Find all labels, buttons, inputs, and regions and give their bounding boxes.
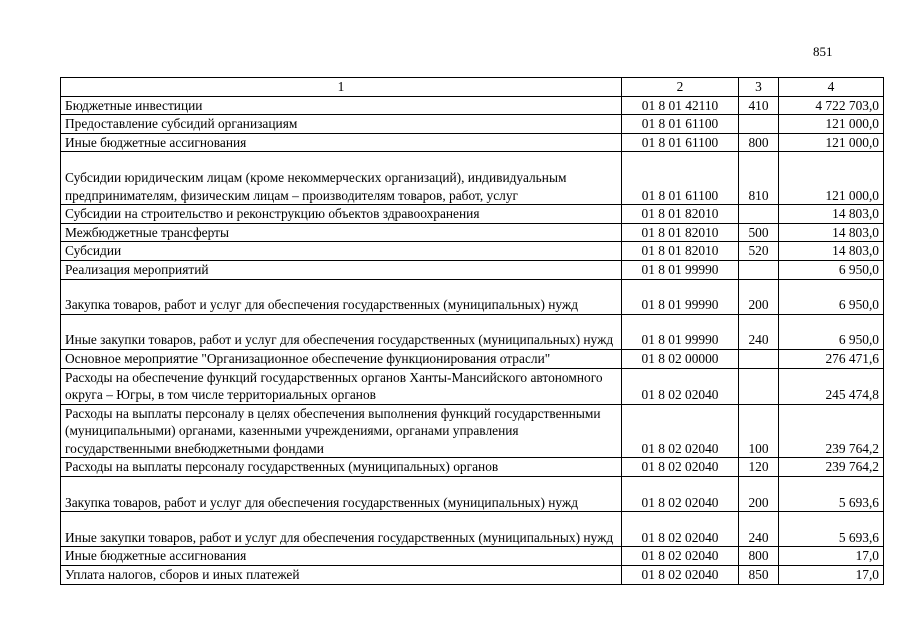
row-name-cell: Закупка товаров, работ и услуг для обеспечения государственных (муниципальных) нужд [61,477,622,512]
column-header-code: 2 [622,78,739,97]
table-row [61,115,884,134]
row-name-cell: Расходы на выплаты персоналу в целях обеспечения выполнения функций государственными (муниципальными) органами, казенными учреждениями, органами управления государственными внебюджетными фондами [61,404,622,458]
row-code-cell: 01 8 02 02040 [622,547,739,566]
row-name-cell: Межбюджетные трансферты [61,223,622,242]
row-amount-cell: 121 000,0 [779,115,884,134]
row-name-cell: Расходы на обеспечение функций государственных органов Ханты-Мансийского автономного округа – Югры, в том числе территориальных органов [61,368,622,404]
row-amount-cell: 239 764,2 [779,404,884,458]
table-row [61,477,884,512]
row-type-cell: 100 [739,404,779,458]
row-amount-cell: 14 803,0 [779,242,884,261]
row-type-cell: 850 [739,566,779,585]
row-name-cell: Иные бюджетные ассигнования [61,547,622,566]
row-amount-cell: 5 693,6 [779,512,884,547]
row-amount-cell: 4 722 703,0 [779,96,884,115]
row-type-cell: 410 [739,96,779,115]
table-row [61,96,884,115]
row-type-cell: 810 [739,152,779,205]
row-code-cell: 01 8 02 02040 [622,512,739,547]
row-code-cell: 01 8 01 99990 [622,314,739,349]
table-row [61,404,884,458]
table-row [61,242,884,261]
row-type-cell [739,115,779,134]
row-code-cell: 01 8 01 99990 [622,260,739,279]
row-amount-cell: 276 471,6 [779,349,884,368]
row-type-cell: 520 [739,242,779,261]
table-row [61,279,884,314]
row-code-cell: 01 8 02 00000 [622,349,739,368]
row-type-cell: 240 [739,512,779,547]
table-row [61,260,884,279]
row-amount-cell: 14 803,0 [779,223,884,242]
row-name-cell: Иные закупки товаров, работ и услуг для обеспечения государственных (муниципальных) нужд [61,314,622,349]
row-name-cell: Предоставление субсидий организациям [61,115,622,134]
row-name-cell: Субсидии юридическим лицам (кроме некоммерческих организаций), индивидуальным предпринимателям, физическим лицам – производителям товаров, работ, услуг [61,152,622,205]
table-row [61,314,884,349]
row-type-cell: 500 [739,223,779,242]
row-name-cell: Иные бюджетные ассигнования [61,133,622,152]
row-name-cell: Субсидии [61,242,622,261]
column-header-name: 1 [61,78,622,97]
budget-table [60,77,884,585]
row-name-cell: Субсидии на строительство и реконструкцию объектов здравоохранения [61,205,622,224]
row-code-cell: 01 8 01 82010 [622,242,739,261]
page-number: 851 [813,44,833,59]
row-type-cell [739,349,779,368]
row-code-cell: 01 8 02 02040 [622,458,739,477]
table-row [61,152,884,205]
table-row [61,512,884,547]
row-amount-cell: 121 000,0 [779,133,884,152]
table-row [61,349,884,368]
row-type-cell: 200 [739,279,779,314]
row-code-cell: 01 8 02 02040 [622,477,739,512]
row-code-cell: 01 8 02 02040 [622,404,739,458]
row-code-cell: 01 8 01 61100 [622,115,739,134]
row-code-cell: 01 8 01 61100 [622,152,739,205]
row-name-cell: Основное мероприятие "Организационное обеспечение функционирования отрасли" [61,349,622,368]
row-amount-cell: 17,0 [779,566,884,585]
column-header-amount: 4 [779,78,884,97]
row-amount-cell: 14 803,0 [779,205,884,224]
row-code-cell: 01 8 01 82010 [622,223,739,242]
table-row [61,458,884,477]
table-row [61,223,884,242]
table-row [61,133,884,152]
row-name-cell: Иные закупки товаров, работ и услуг для обеспечения государственных (муниципальных) нужд [61,512,622,547]
table-row [61,205,884,224]
row-name-cell: Уплата налогов, сборов и иных платежей [61,566,622,585]
row-code-cell: 01 8 01 99990 [622,279,739,314]
row-code-cell: 01 8 01 61100 [622,133,739,152]
table-row [61,547,884,566]
row-amount-cell: 245 474,8 [779,368,884,404]
row-type-cell: 800 [739,547,779,566]
row-code-cell: 01 8 01 42110 [622,96,739,115]
row-code-cell: 01 8 01 82010 [622,205,739,224]
row-code-cell: 01 8 02 02040 [622,368,739,404]
row-type-cell: 800 [739,133,779,152]
row-name-cell: Бюджетные инвестиции [61,96,622,115]
header-row [61,78,884,97]
table-row [61,368,884,404]
row-type-cell: 120 [739,458,779,477]
row-name-cell: Реализация мероприятий [61,260,622,279]
row-amount-cell: 239 764,2 [779,458,884,477]
row-type-cell [739,368,779,404]
row-type-cell [739,260,779,279]
row-amount-cell: 6 950,0 [779,260,884,279]
row-type-cell: 200 [739,477,779,512]
row-amount-cell: 5 693,6 [779,477,884,512]
column-header-type: 3 [739,78,779,97]
row-amount-cell: 6 950,0 [779,279,884,314]
row-type-cell: 240 [739,314,779,349]
row-code-cell: 01 8 02 02040 [622,566,739,585]
row-amount-cell: 17,0 [779,547,884,566]
row-name-cell: Закупка товаров, работ и услуг для обеспечения государственных (муниципальных) нужд [61,279,622,314]
table-row [61,566,884,585]
row-amount-cell: 6 950,0 [779,314,884,349]
row-type-cell [739,205,779,224]
row-name-cell: Расходы на выплаты персоналу государственных (муниципальных) органов [61,458,622,477]
row-amount-cell: 121 000,0 [779,152,884,205]
